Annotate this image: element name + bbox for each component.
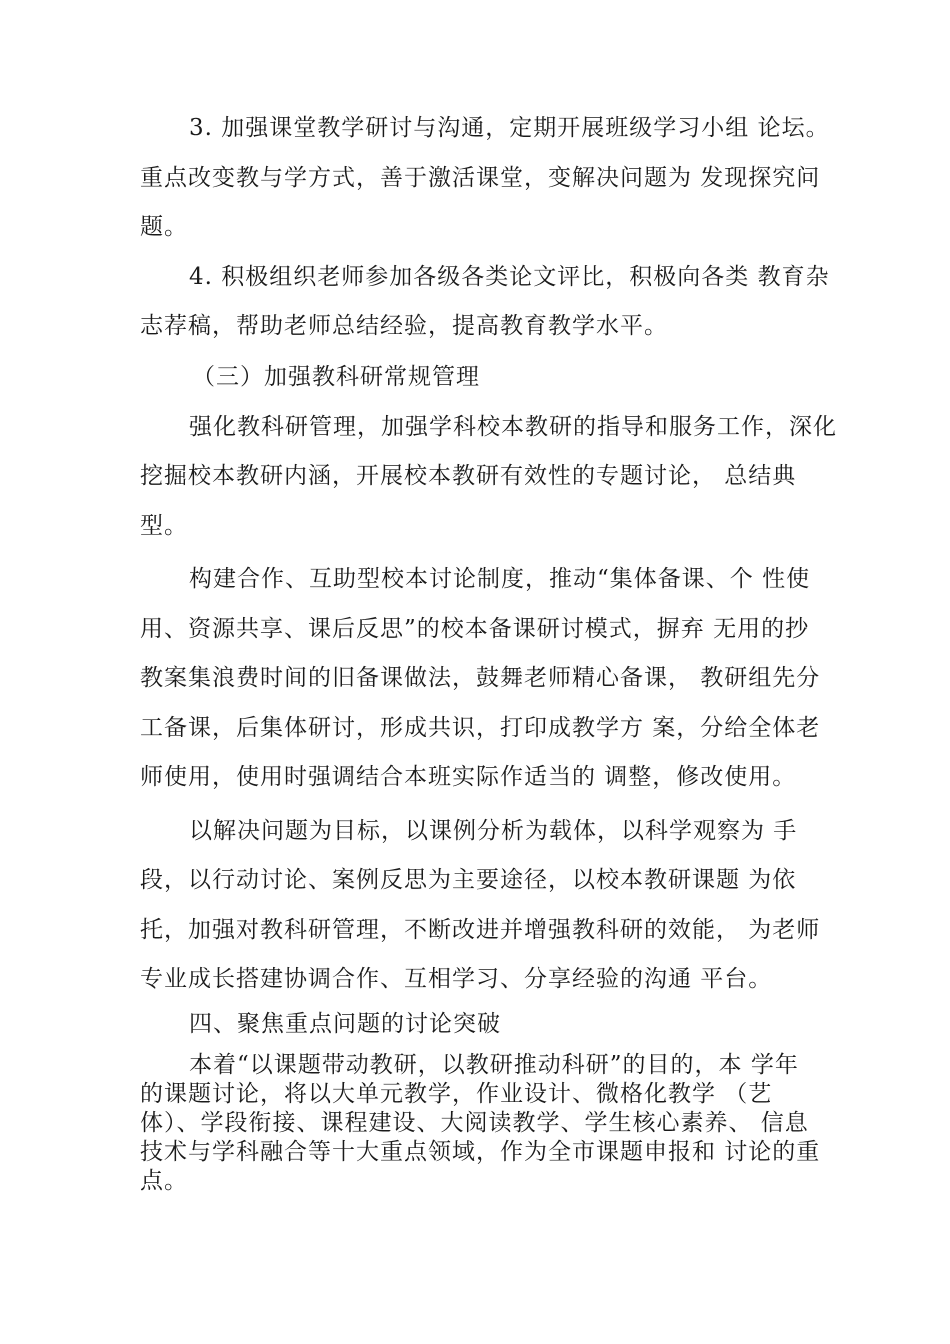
paragraph-line: 以解决问题为目标，以课例分析为载体，以科学观察为 手 [189, 817, 798, 844]
paragraph-line: 4. 积极组织老师参加各级各类论文评比，积极向各类 教育杂 [189, 263, 830, 290]
paragraph-line: 型。 [140, 512, 188, 539]
paragraph-4 [140, 253, 830, 352]
paragraph-line: 工备课，后集体研讨，形成共识，打印成教学方 案，分给全体老 [140, 714, 821, 741]
paragraph-line: 挖掘校本教研内涵，开展校本教研有效性的专题讨论， 总结典 [140, 463, 797, 489]
paragraph-line: 技术与学科融合等十大重点领域，作为全市课题申报和 讨论的重 [140, 1138, 821, 1165]
paragraph-line: 重点改变教与学方式，善于激活课堂，变解决问题为 发现探究问 [140, 164, 821, 191]
paragraph-line: 专业成长搭建协调合作、互相学习、分享经验的沟通 平台。 [140, 966, 773, 992]
paragraph-line: 点。 [140, 1167, 188, 1194]
paragraph-line: 构建合作、互助型校本讨论制度，推动“集体备课、个 性使 [189, 566, 811, 592]
paragraph-line: 用、资源共享、课后反思”的校本备课研讨模式，摒弃 无用的抄 [140, 615, 810, 642]
document-page [140, 104, 837, 1196]
paragraph-line: 题。 [140, 214, 188, 240]
paragraph-line: 段，以行动讨论、案例反思为主要途径，以校本教研课题 为依 [140, 867, 797, 893]
section-heading-four: 四、聚焦重点问题的讨论突破 [189, 1010, 501, 1037]
paragraph-line: 的课题讨论，将以大单元教学，作业设计、微格化教学 （艺 [140, 1080, 773, 1107]
paragraph-problem-solving [140, 807, 830, 1005]
paragraph-line: 教案集浪费时间的旧备课做法，鼓舞老师精心备课， 教研组先分 [140, 665, 821, 691]
paragraph-line: 体）、学段衔接、课程建设、大阅读教学、学生核心素养、 信息 [140, 1109, 809, 1136]
section-subheading: （三）加强教科研常规管理 [192, 363, 480, 390]
paragraph-collaboration [140, 555, 830, 803]
paragraph-3 [140, 104, 830, 253]
paragraph-line: 师使用，使用时强调结合本班实际作适当的 调整，修改使用。 [140, 764, 797, 790]
paragraph-line: 本着“以课题带动教研，以教研推动科研”的目的，本 学年 [189, 1051, 799, 1078]
paragraph-research-focus [140, 1051, 830, 1196]
paragraph-line: 托，加强对教科研管理，不断改进并增强教科研的效能， 为老师 [140, 916, 821, 943]
paragraph-line: 强化教科研管理，加强学科校本教研的指导和服务工作，深化 [189, 413, 837, 440]
paragraph-management [140, 403, 837, 552]
paragraph-line: 3. 加强课堂教学研讨与沟通，定期开展班级学习小组 论坛。 [189, 115, 830, 141]
paragraph-line: 志荐稿，帮助老师总结经验，提高教育教学水平。 [140, 313, 668, 339]
